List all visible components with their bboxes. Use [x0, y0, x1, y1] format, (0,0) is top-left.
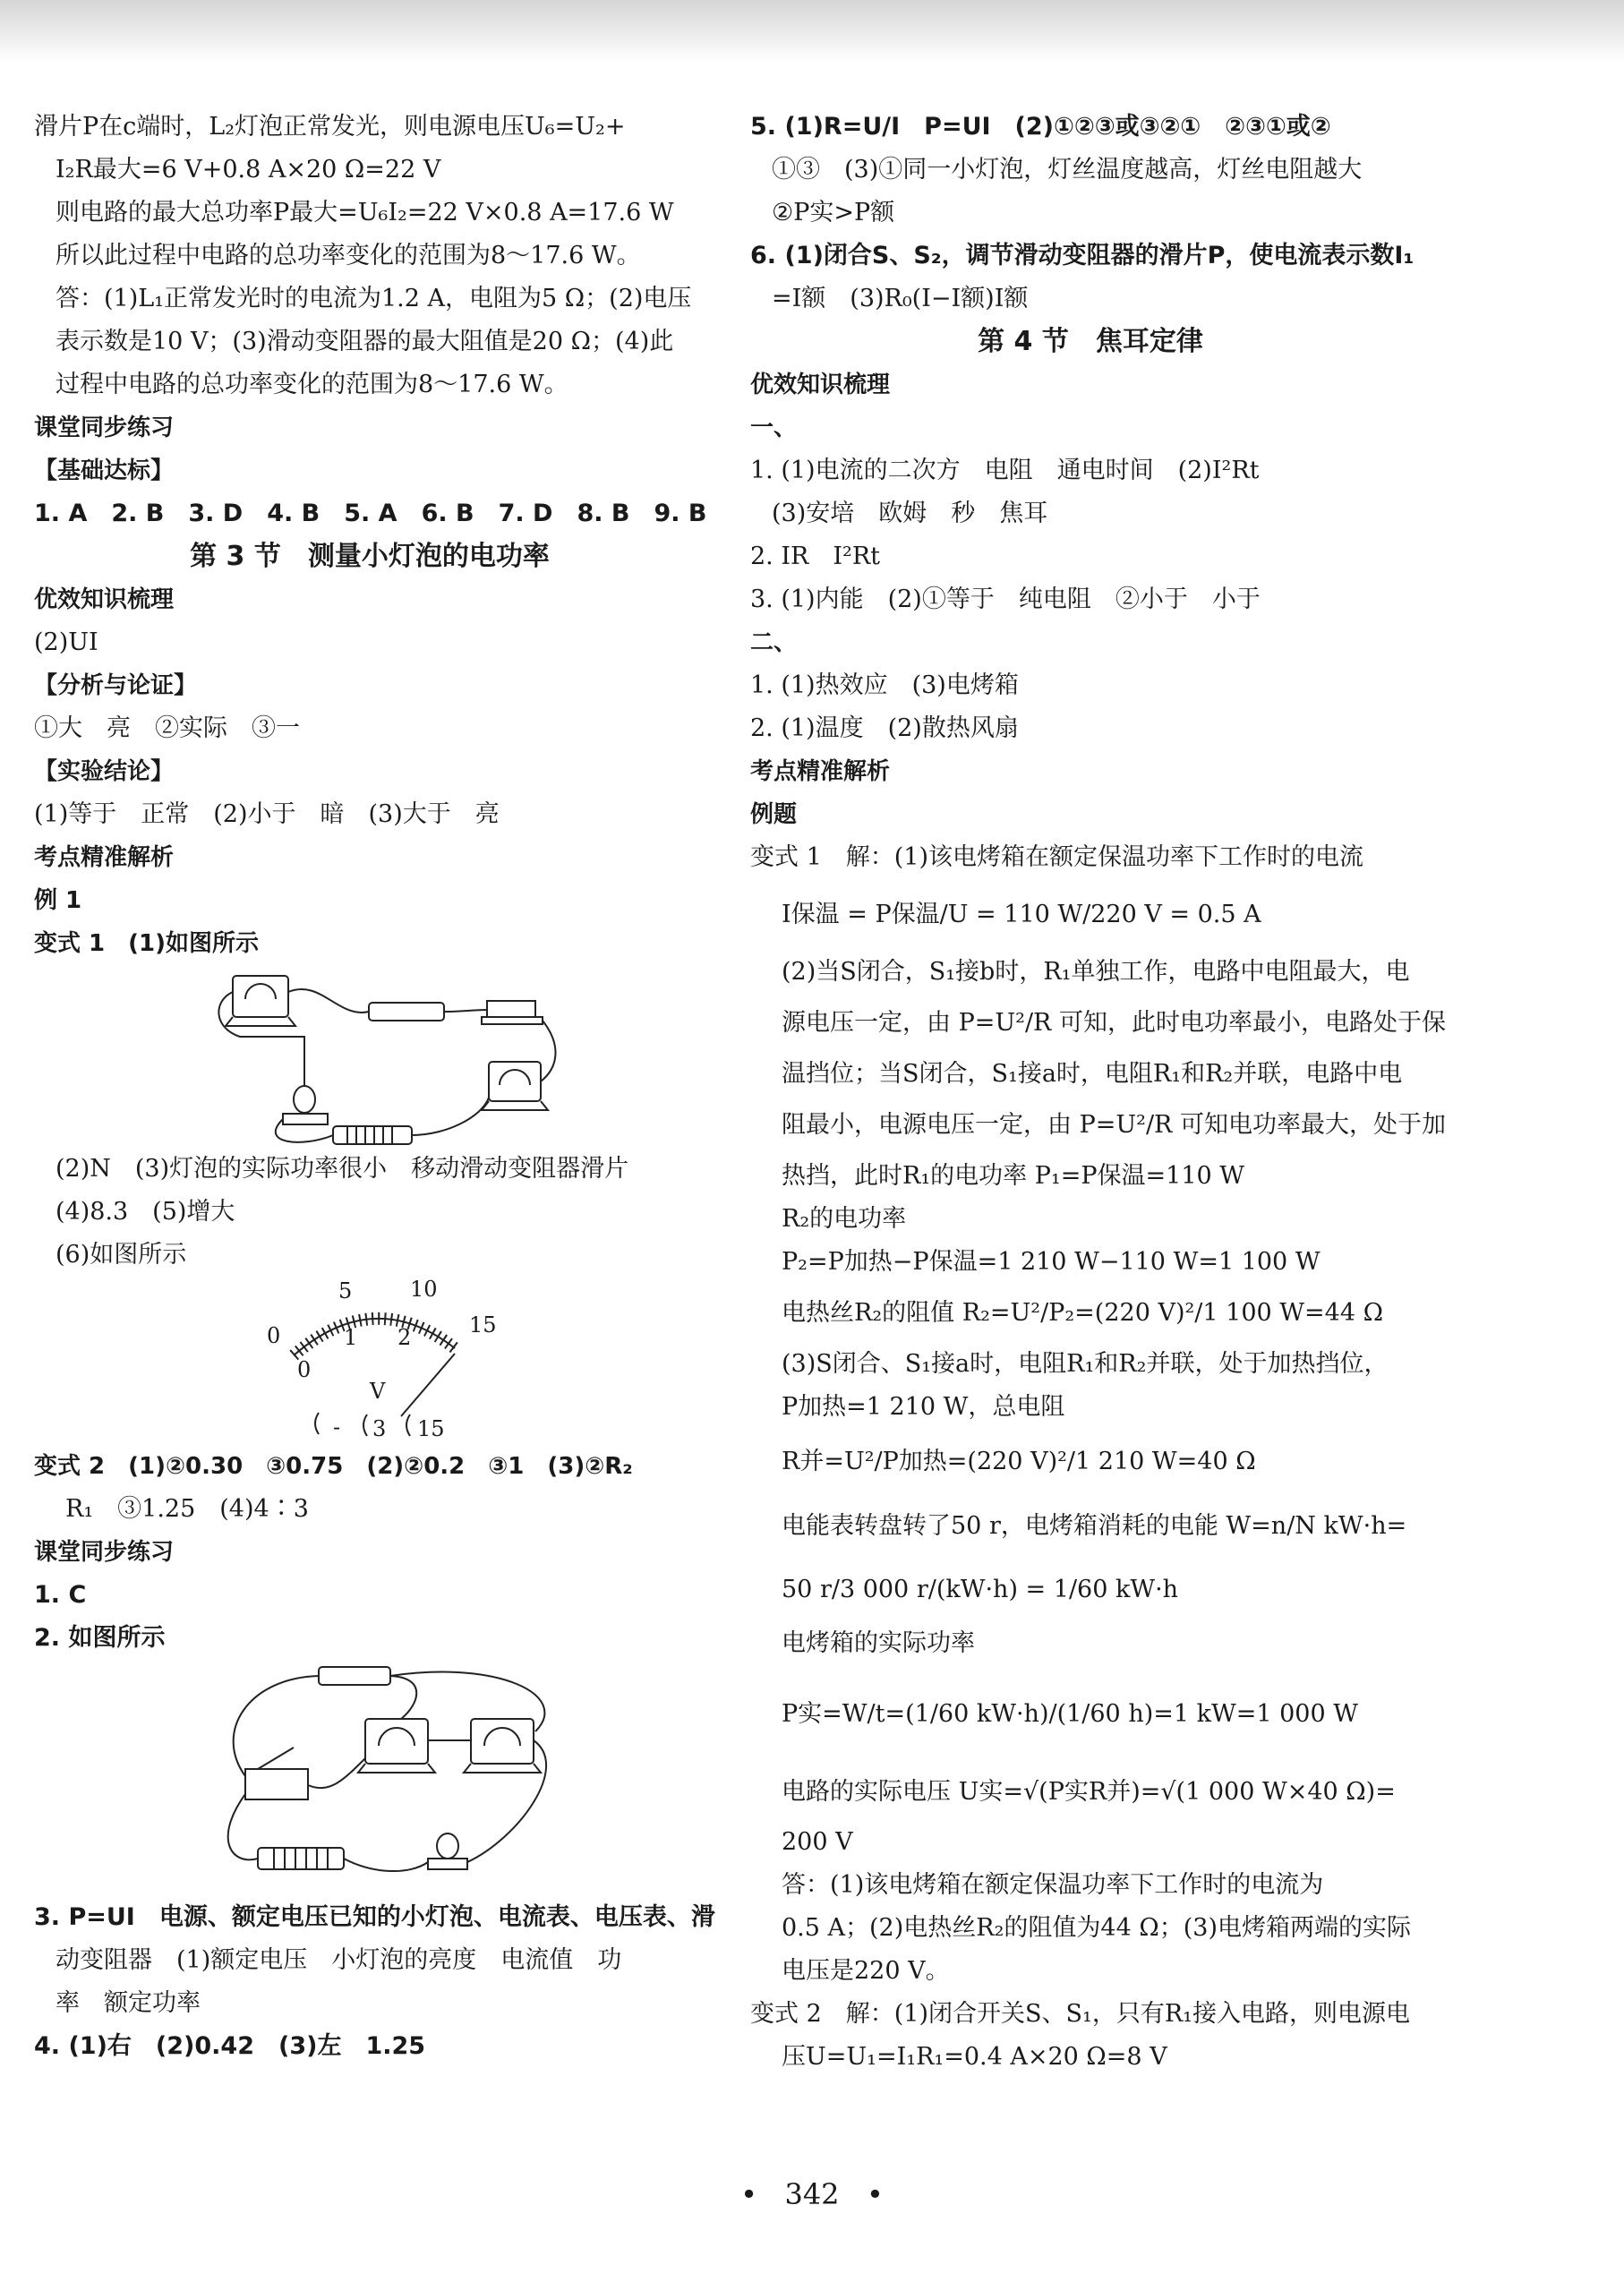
text-line: (1)等于 正常 (2)小于 暗 (3)大于 亮 — [34, 800, 500, 828]
text-line: I₂R最大=6 V+0.8 A×20 Ω=22 V — [56, 156, 441, 184]
heading-jichu: 【基础达标】 — [34, 457, 175, 484]
tick-label: 2 — [397, 1325, 412, 1350]
tick-label: 0 — [267, 1323, 281, 1348]
question — [34, 2025, 705, 2068]
tick-label: 15 — [469, 1312, 497, 1338]
question: 1. C — [34, 1581, 87, 1609]
text-line: 电烤箱的实际功率 — [782, 1629, 975, 1657]
text-line: 热挡，此时R₁的电功率 P₁=P保温=110 W — [782, 1162, 1245, 1190]
question — [750, 106, 1431, 149]
heading-youxiao: 优效知识梳理 — [750, 372, 891, 398]
text-line: (6)如图所示 — [56, 1241, 187, 1269]
text-line: 阻最小，电源电压一定，由 P=U²/R 可知电功率最大，处于加 — [782, 1111, 1446, 1139]
terminal-label: 3 — [372, 1416, 387, 1441]
text-line: ②P实>P额 — [772, 199, 895, 226]
tick-label: 0 — [297, 1357, 312, 1382]
formula-line: P₂=P加热−P保温=1 210 W−110 W=1 100 W — [782, 1248, 1321, 1276]
question-text: 6. (1)闭合S、S₂，调节滑动变阻器的滑片P，使电流表示数I₁ — [750, 242, 1415, 269]
variant-label: 变式 2 (1)②0.30 ③0.75 (2)②0.2 ③1 (3)②R₂ — [34, 1453, 633, 1480]
heading-yi: 一、 — [750, 415, 798, 441]
text-line: 2. (1)温度 (2)散热风扇 — [750, 714, 1019, 742]
heading-fenxi: 【分析与论证】 — [34, 672, 198, 699]
circuit-diagram-2 — [34, 1660, 705, 1896]
text-line: 源电压一定，由 P=U²/R 可知，此时电功率最小，电路处于保 — [782, 1009, 1446, 1037]
heading-kaodian: 考点精准解析 — [750, 758, 891, 785]
text-line: (3)S闭合、S₁接a时，电阻R₁和R₂并联，处于加热挡位， — [782, 1350, 1389, 1378]
text-line: 压U=U₁=I₁R₁=0.4 A×20 Ω=8 V — [782, 2043, 1167, 2071]
tick-label: 5 — [338, 1278, 353, 1303]
scan-top-band — [0, 0, 1624, 63]
text-line: 200 V — [782, 1828, 853, 1856]
variant-label: 变式 1 解：(1)该电烤箱在额定保温功率下工作时的电流 — [750, 843, 1364, 871]
terminal-label: - — [333, 1414, 341, 1440]
unit-label: V — [370, 1379, 386, 1404]
text-line: R₁ ③1.25 (4)4∶3 — [65, 1495, 309, 1523]
question-text: 4. (1)右 (2)0.42 (3)左 1.25 — [34, 2032, 426, 2060]
terminal-label: 15 — [417, 1416, 445, 1441]
heading-ketang: 课堂同步练习 — [34, 415, 175, 441]
heading-ketang: 课堂同步练习 — [34, 1539, 175, 1566]
text-line: 电压是220 V。 — [782, 1957, 950, 1985]
formula-line: R并=U²/P加热=(220 V)²/1 210 W=40 Ω — [782, 1448, 1256, 1475]
variant-label: 变式 2 解：(1)闭合开关S、S₁，只有R₁接入电路，则电源电 — [750, 2000, 1410, 2028]
heading-shiyan: 【实验结论】 — [34, 758, 175, 785]
text-line: (2)UI — [34, 628, 98, 656]
formula-line: 电路的实际电压 U实=√(P实R并)=√(1 000 W×40 Ω)= — [782, 1778, 1396, 1806]
text-line: 答：(1)L₁正常发光时的电流为1.2 A，电阻为5 Ω；(2)电压 — [56, 285, 692, 312]
text-line: 1. (1)热效应 (3)电烤箱 — [750, 671, 1019, 699]
text-line: (4)8.3 (5)增大 — [56, 1198, 235, 1226]
text-line: 表示数是10 V；(3)滑动变阻器的最大阻值是20 Ω；(4)此 — [56, 328, 674, 355]
section-title: 第 3 节 测量小灯泡的电功率 — [190, 541, 550, 572]
question-text: 3. P=UI 电源、额定电压已知的小灯泡、电流表、电压表、滑 — [34, 1903, 715, 1931]
variant-label: 变式 1 (1)如图所示 — [34, 930, 259, 957]
voltmeter-dial — [34, 1277, 705, 1445]
section-title: 第 4 节 焦耳定律 — [978, 326, 1203, 357]
right-column — [750, 106, 1446, 2079]
text-line: (3)安培 欧姆 秒 焦耳 — [772, 500, 1048, 527]
example-label: 例 1 — [34, 887, 82, 914]
tick-label: 10 — [410, 1277, 438, 1302]
answer-list: 1. A 2. B 3. D 4. B 5. A 6. B 7. D 8. B 9. B — [34, 500, 707, 527]
question: 2. 如图所示 — [34, 1624, 166, 1652]
text-line: 3. (1)内能 (2)①等于 纯电阻 ②小于 小于 — [750, 585, 1261, 613]
page-number: • 342 • — [740, 2177, 884, 2211]
heading-youxiao: 优效知识梳理 — [34, 586, 175, 613]
formula-line: I保温 = P保温/U = 110 W/220 V = 0.5 A — [782, 901, 1261, 928]
formula-line: 电热丝R₂的阻值 R₂=U²/P₂=(220 V)²/1 100 W=44 Ω — [782, 1299, 1383, 1327]
text-line: =I额 (3)R₀(I−I额)I额 — [772, 285, 1029, 312]
circuit-figure-1 — [34, 965, 705, 1148]
text-line: 过程中电路的总功率变化的范围为8～17.6 W。 — [56, 371, 568, 398]
text-line: ①大 亮 ②实际 ③一 — [34, 714, 300, 742]
text-line — [34, 1445, 705, 1488]
circuit-diagram-1 — [34, 965, 705, 1148]
formula-line: P实=W/t=(1/60 kW·h)/(1/60 h)=1 kW=1 000 W — [782, 1700, 1358, 1728]
heading-kaodian: 考点精准解析 — [34, 844, 175, 871]
question-text: 5. (1)R=U/I P=UI (2)①②③或③②① ②③①或② — [750, 113, 1331, 141]
circuit-figure-2 — [34, 1660, 705, 1896]
question — [750, 235, 1431, 278]
text-line: ①③ (3)①同一小灯泡，灯丝温度越高，灯丝电阻越大 — [772, 156, 1363, 184]
text-line: 温挡位；当S闭合，S₁接a时，电阻R₁和R₂并联，电路中电 — [782, 1060, 1403, 1088]
text-line: 答：(1)该电烤箱在额定保温功率下工作时的电流为 — [782, 1871, 1324, 1899]
text-line: (2)N (3)灯泡的实际功率很小 移动滑动变阻器滑片 — [56, 1155, 629, 1183]
text-line: R₂的电功率 — [782, 1205, 907, 1233]
text-line: 0.5 A；(2)电热丝R₂的阻值为44 Ω；(3)电烤箱两端的实际 — [782, 1914, 1411, 1942]
text-line: 动变阻器 (1)额定电压 小灯泡的亮度 电流值 功 — [56, 1946, 622, 1974]
heading-er: 二、 — [750, 629, 798, 656]
tick-label: 1 — [344, 1325, 358, 1350]
text-line: 滑片P在c端时，L₂灯泡正常发光，则电源电压U₆=U₂+ — [34, 113, 626, 141]
text-line: (2)当S闭合，S₁接b时，R₁单独工作，电路中电阻最大，电 — [782, 958, 1410, 986]
text-line: 2. IR I²Rt — [750, 543, 881, 570]
text-line: 1. (1)电流的二次方 电阻 通电时间 (2)I²Rt — [750, 457, 1260, 484]
left-column — [34, 106, 715, 2068]
text-line: 则电路的最大总功率P最大=U₆I₂=22 V×0.8 A=17.6 W — [56, 199, 674, 226]
example-label: 例题 — [750, 801, 798, 828]
formula-line: 50 r/3 000 r/(kW·h) = 1/60 kW·h — [782, 1576, 1179, 1603]
page-number-text: 342 — [784, 2177, 840, 2211]
text-line: 电能表转盘转了50 r，电烤箱消耗的电能 W=n/N kW·h= — [782, 1512, 1407, 1540]
voltmeter-figure — [34, 1277, 705, 1445]
text-line: 率 额定功率 — [56, 1989, 201, 2017]
text-line: 所以此过程中电路的总功率变化的范围为8～17.6 W。 — [56, 242, 641, 269]
text-line: P加热=1 210 W，总电阻 — [782, 1393, 1065, 1421]
question — [34, 1896, 715, 1939]
